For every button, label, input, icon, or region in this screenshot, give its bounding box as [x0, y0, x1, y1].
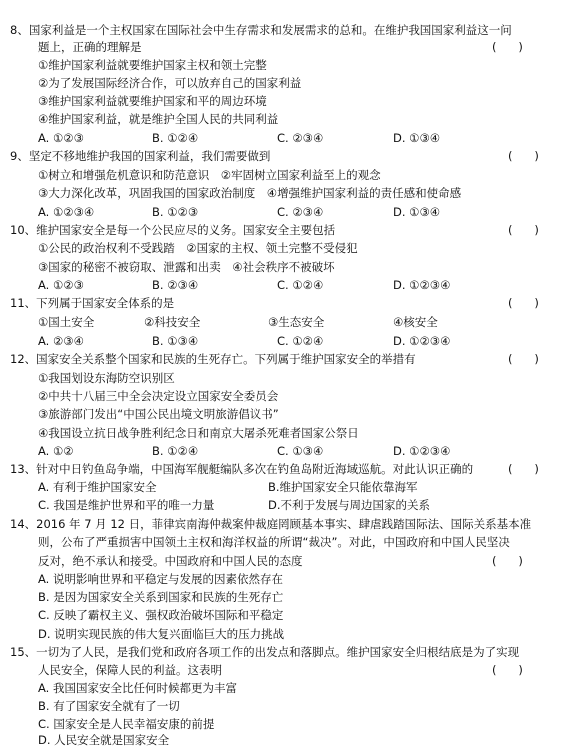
choice-b[interactable]: B. ②③④: [152, 278, 199, 292]
choice-c[interactable]: C. 我国是维护世界和平的唯一力量: [38, 498, 215, 512]
choice-d[interactable]: D. ①③④: [393, 131, 441, 145]
choice-a[interactable]: A. ②③④: [38, 334, 84, 348]
choice-d[interactable]: D. ①②③④: [393, 334, 451, 348]
choice-d[interactable]: D. ①③④: [393, 205, 441, 219]
statement: ④核安全: [393, 315, 438, 329]
answer-bracket[interactable]: ( ): [508, 296, 539, 310]
choice-d[interactable]: D. 人民安全就是国家安全: [38, 733, 170, 747]
statement: ③大力深化改革，巩固我国的国家政治制度 ④增强维护国家利益的责任感和使命感: [38, 186, 462, 200]
question-stem: 11、下列属于国家安全体系的是: [10, 296, 175, 310]
answer-bracket[interactable]: ( ): [508, 149, 539, 163]
statement: ④我国设立抗日战争胜利纪念日和南京大屠杀死难者国家公祭日: [38, 426, 359, 440]
question-stem: 题上，正确的理解是: [38, 40, 142, 54]
choice-a[interactable]: A. 我国国家安全比任何时候都更为丰富: [38, 681, 237, 695]
choice-b[interactable]: B.维护国家安全只能依靠海军: [268, 480, 418, 494]
choice-a[interactable]: A. 有利于维护国家安全: [38, 480, 157, 494]
question-stem: 13、针对中日钓鱼岛争端，中国海军舰艇编队多次在钓鱼岛附近海域巡航。对此认识正确的: [10, 462, 474, 476]
choice-d[interactable]: D. ①②③④: [393, 278, 451, 292]
choice-b[interactable]: B. ①③④: [152, 334, 199, 348]
statement: ①我国划设东海防空识别区: [38, 371, 175, 385]
choice-b[interactable]: B. ①②④: [152, 444, 199, 458]
answer-bracket[interactable]: ( ): [492, 554, 523, 568]
question-stem: 14、2016 年 7 月 12 日，菲律宾南海仲裁案仲裁庭罔顾基本事实、肆虐践踏国际法、国际关系基本准: [10, 517, 532, 531]
question-stem: 15、一切为了人民，是我们党和政府各项工作的出发点和落脚点。维护国家安全归根结底是为了实现: [10, 645, 520, 659]
answer-bracket[interactable]: ( ): [508, 223, 539, 237]
choice-a[interactable]: A. 说明影响世界和平稳定与发展的因素依然存在: [38, 572, 283, 586]
choice-c[interactable]: C. ①②④: [277, 278, 324, 292]
choice-d[interactable]: D.不利于发展与周边国家的关系: [268, 498, 431, 512]
choice-b[interactable]: B. ①②④: [152, 131, 199, 145]
choice-c[interactable]: C. ②③④: [277, 131, 324, 145]
answer-bracket[interactable]: ( ): [508, 462, 539, 476]
question-stem: 9、坚定不移地维护我国的国家利益，我们需要做到: [10, 149, 271, 163]
statement: ①维护国家利益就要维护国家主权和领土完整: [38, 58, 267, 72]
choice-a[interactable]: A. ①②: [38, 444, 74, 458]
answer-bracket[interactable]: ( ): [508, 352, 539, 366]
answer-bracket[interactable]: ( ): [492, 40, 523, 54]
choice-a[interactable]: A. ①②③: [38, 131, 84, 145]
choice-a[interactable]: A. ①②③: [38, 278, 84, 292]
choice-b[interactable]: B. 是因为国家安全关系到国家和民族的生死存亡: [38, 590, 284, 604]
statement: ③旅游部门发出“中国公民出境文明旅游倡议书”: [38, 407, 279, 421]
question-stem: 人民安全，保障人民的利益。这表明: [38, 663, 222, 677]
statement: ④维护国家利益，就是维护全国人民的共同利益: [38, 112, 279, 126]
choice-d[interactable]: D. 说明实现民族的伟大复兴面临巨大的压力挑战: [38, 627, 285, 641]
statement: ③维护国家利益就要维护国家和平的周边环境: [38, 94, 267, 108]
choice-c[interactable]: C. 国家安全是人民幸福安康的前提: [38, 717, 215, 731]
statement: ②中共十八届三中全会决定设立国家安全委员会: [38, 389, 279, 403]
choice-c[interactable]: C. ②③④: [277, 205, 324, 219]
choice-b[interactable]: B. 有了国家安全就有了一切: [38, 699, 180, 713]
statement: ②为了发展国际经济合作，可以放弃自己的国家利益: [38, 76, 302, 90]
statement: ①树立和增强危机意识和防范意识 ②牢固树立国家利益至上的观念: [38, 168, 381, 182]
answer-bracket[interactable]: ( ): [492, 663, 523, 677]
statement: ③国家的秘密不被窃取、泄露和出卖 ④社会秩序不被破坏: [38, 260, 335, 274]
question-stem: 反对，绝不承认和接受。中国政府和中国人民的态度: [38, 554, 303, 568]
choice-c[interactable]: C. 反映了霸权主义、强权政治破坏国际和平稳定: [38, 608, 284, 622]
question-stem: 12、国家安全关系整个国家和民族的生死存亡。下列属于维护国家安全的举措有: [10, 352, 416, 366]
question-stem: 8、国家利益是一个主权国家在国际社会中生存需求和发展需求的总和。在维护我国国家利益这一问: [10, 23, 512, 37]
choice-b[interactable]: B. ①②③: [152, 205, 199, 219]
choice-a[interactable]: A. ①②③④: [38, 205, 95, 219]
question-stem: 10、维护国家安全是每一个公民应尽的义务。国家安全主要包括: [10, 223, 336, 237]
question-stem: 则，公布了严重损害中国领土主权和海洋权益的所谓“裁决”。对此，中国政府和中国人民坚决: [38, 535, 510, 549]
statement: ③生态安全: [268, 315, 325, 329]
statement: ①公民的政治权利不受践踏 ②国家的主权、领土完整不受侵犯: [38, 241, 358, 255]
choice-c[interactable]: C. ①②④: [277, 334, 324, 348]
statement: ②科技安全: [144, 315, 201, 329]
statement: ①国土安全: [38, 315, 95, 329]
choice-d[interactable]: D. ①②③④: [393, 444, 451, 458]
choice-c[interactable]: C. ①③④: [277, 444, 324, 458]
